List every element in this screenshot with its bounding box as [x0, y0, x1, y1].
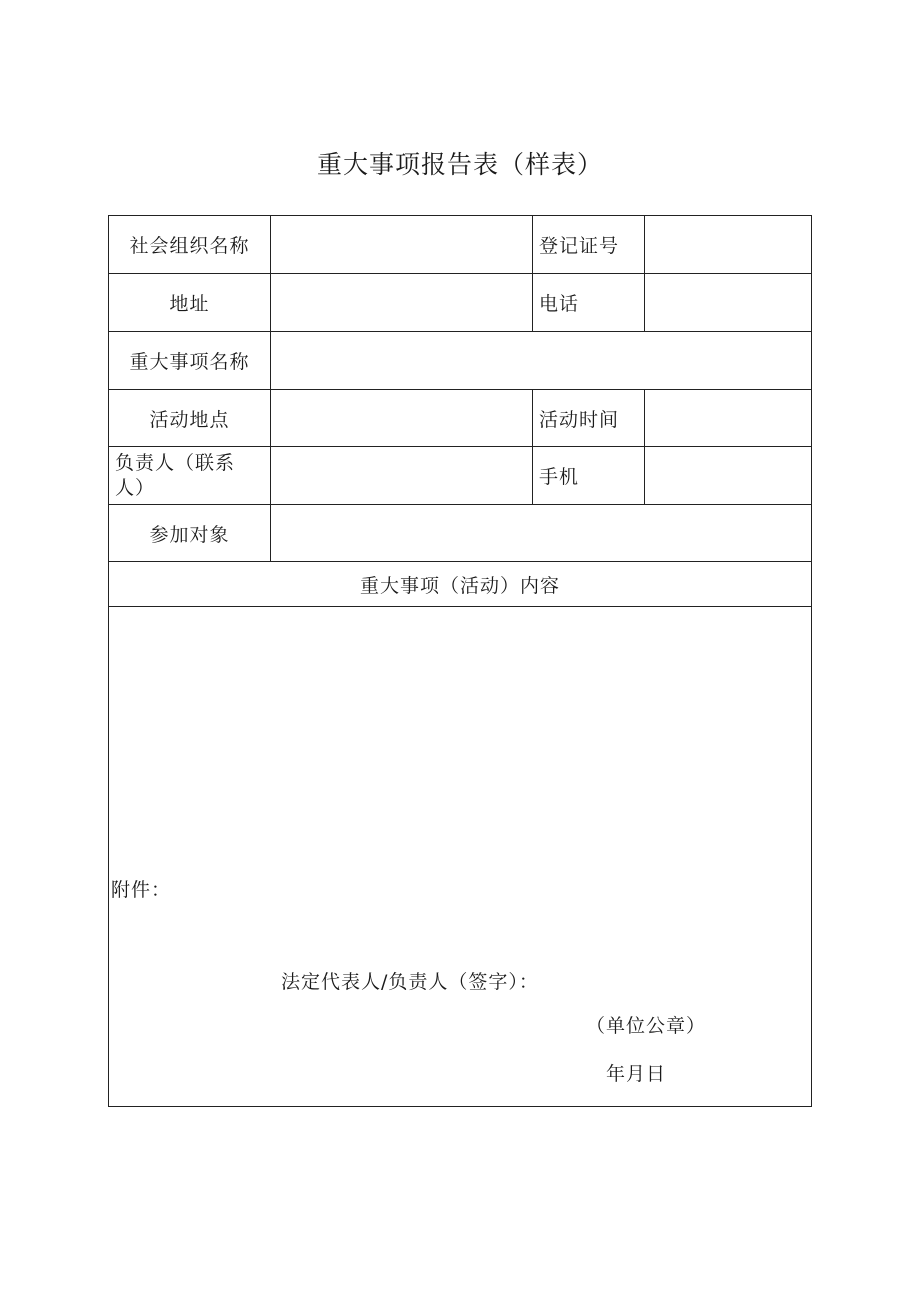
input-phone[interactable] [645, 274, 812, 332]
content-area[interactable] [109, 607, 812, 1107]
label-mobile: 手机 [533, 447, 645, 505]
row-section-header [109, 562, 812, 607]
input-person-in-charge[interactable] [271, 447, 533, 505]
report-form-table [108, 215, 812, 1107]
label-person-in-charge: 负责人（联系人） [109, 447, 271, 505]
input-time[interactable] [645, 390, 812, 447]
input-org-name[interactable] [271, 216, 533, 274]
row-participants [109, 505, 812, 562]
form-title: 重大事项报告表（样表） [316, 150, 603, 179]
label-reg-no: 登记证号 [533, 216, 645, 274]
label-venue: 活动地点 [109, 390, 271, 447]
row-content [109, 607, 812, 1107]
label-phone: 电话 [533, 274, 645, 332]
signature-label: 法定代表人/负责人（签字）： [281, 971, 539, 993]
row-org [109, 216, 812, 274]
seal-label: （单位公章） [586, 1015, 707, 1037]
input-mobile[interactable] [645, 447, 812, 505]
section-header: 重大事项（活动）内容 [109, 562, 812, 607]
input-venue[interactable] [271, 390, 533, 447]
input-address[interactable] [271, 274, 533, 332]
input-participants[interactable] [271, 505, 812, 562]
row-person [109, 447, 812, 505]
label-org-name: 社会组织名称 [109, 216, 271, 274]
label-time: 活动时间 [533, 390, 645, 447]
attachment-label: 附件： [111, 879, 172, 901]
row-address [109, 274, 812, 332]
label-address: 地址 [109, 274, 271, 332]
row-matter [109, 332, 812, 390]
input-matter-name[interactable] [271, 332, 812, 390]
input-reg-no[interactable] [645, 216, 812, 274]
label-participants: 参加对象 [109, 505, 271, 562]
row-venue [109, 390, 812, 447]
date-label: 年月日 [606, 1063, 667, 1085]
label-matter-name: 重大事项名称 [109, 332, 271, 390]
